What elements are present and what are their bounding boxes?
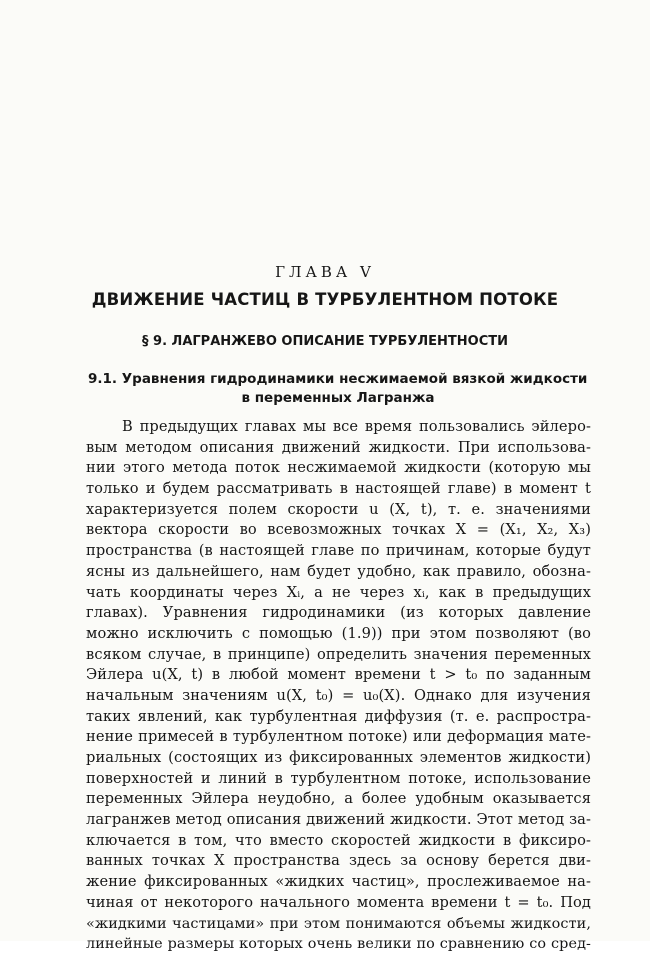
body-line: чиная от некоторого начального момента времени t = t₀. Под [86,893,591,911]
section-title: § 9. ЛАГРАНЖЕВО ОПИСАНИЕ ТУРБУЛЕНТНОСТИ [142,334,508,349]
body-line: только и будем рассматривать в настоящей главе) в момент t [86,480,591,498]
body-line: можно исключить с помощью (1.9)) при этом позволяют (во [86,624,591,642]
subsection-heading [88,370,588,408]
subsection-heading-line-1: 9.1. Уравнения гидродинамики несжимаемой вязкой жидкости [88,371,588,387]
body-line: нение примесей в турбулентном потоке) или деформация мате- [86,728,591,746]
body-line: характеризуется полем скорости u (X, t), т. е. значениями [86,500,591,518]
body-line: вым методом описания движений жидкости. При использова- [86,438,591,456]
body-line: вектора скорости во всевозможных точках X = (X₁, X₂, X₃) [86,521,591,539]
body-line: начальным значениям u(X, t₀) = u₀(X). Однако для изучения [86,686,591,704]
body-line: всяком случае, в принципе) определить значения переменных [86,645,591,663]
body-line: В предыдущих главах мы все время пользовались эйлеро- [122,418,591,435]
body-line: «жидкими частицами» при этом понимаются объемы жидкости, [86,915,591,932]
body-line: линейные размеры которых очень велики по сравнению со сред- [86,936,591,953]
body-line: поверхностей и линий в турбулентном потоке, использование [86,769,591,787]
body-line: Эйлера u(X, t) в любой момент времени t > t₀ по заданным [86,666,591,684]
body-line: таких явлений, как турбулентная диффузия (т. е. распростра- [86,707,591,725]
body-line: главах). Уравнения гидродинамики (из которых давление [86,604,591,622]
body-line: ясны из дальнейшего, нам будет удобно, как правило, обозна- [86,562,591,580]
body-line: нии этого метода поток несжимаемой жидкости (которую мы [86,459,591,477]
body-line: лагранжев метод описания движений жидкости. Этот метод за- [86,811,591,829]
body-paragraph [86,417,591,955]
body-line: переменных Эйлера неудобно, а более удобным оказывается [86,790,591,808]
body-line: пространства (в настоящей главе по причинам, которые будут [86,542,591,560]
body-line: чать координаты через Xᵢ, а не через xᵢ, как в предыдущих [86,583,591,601]
body-line: риальных (состоящих из фиксированных элементов жидкости) [86,749,591,766]
subsection-heading-line-2: в переменных Лагранжа [241,390,435,406]
chapter-title: ДВИЖЕНИЕ ЧАСТИЦ В ТУРБУЛЕНТНОМ ПОТОКЕ [91,290,559,309]
body-line: ванных точках X пространства здесь за основу берется дви- [86,852,591,870]
chapter-label: ГЛАВА V [275,263,375,281]
body-line: ключается в том, что вместо скоростей жидкости в фиксиро- [86,831,591,849]
body-line: жение фиксированных «жидких частиц», прослеживаемое на- [86,873,591,891]
